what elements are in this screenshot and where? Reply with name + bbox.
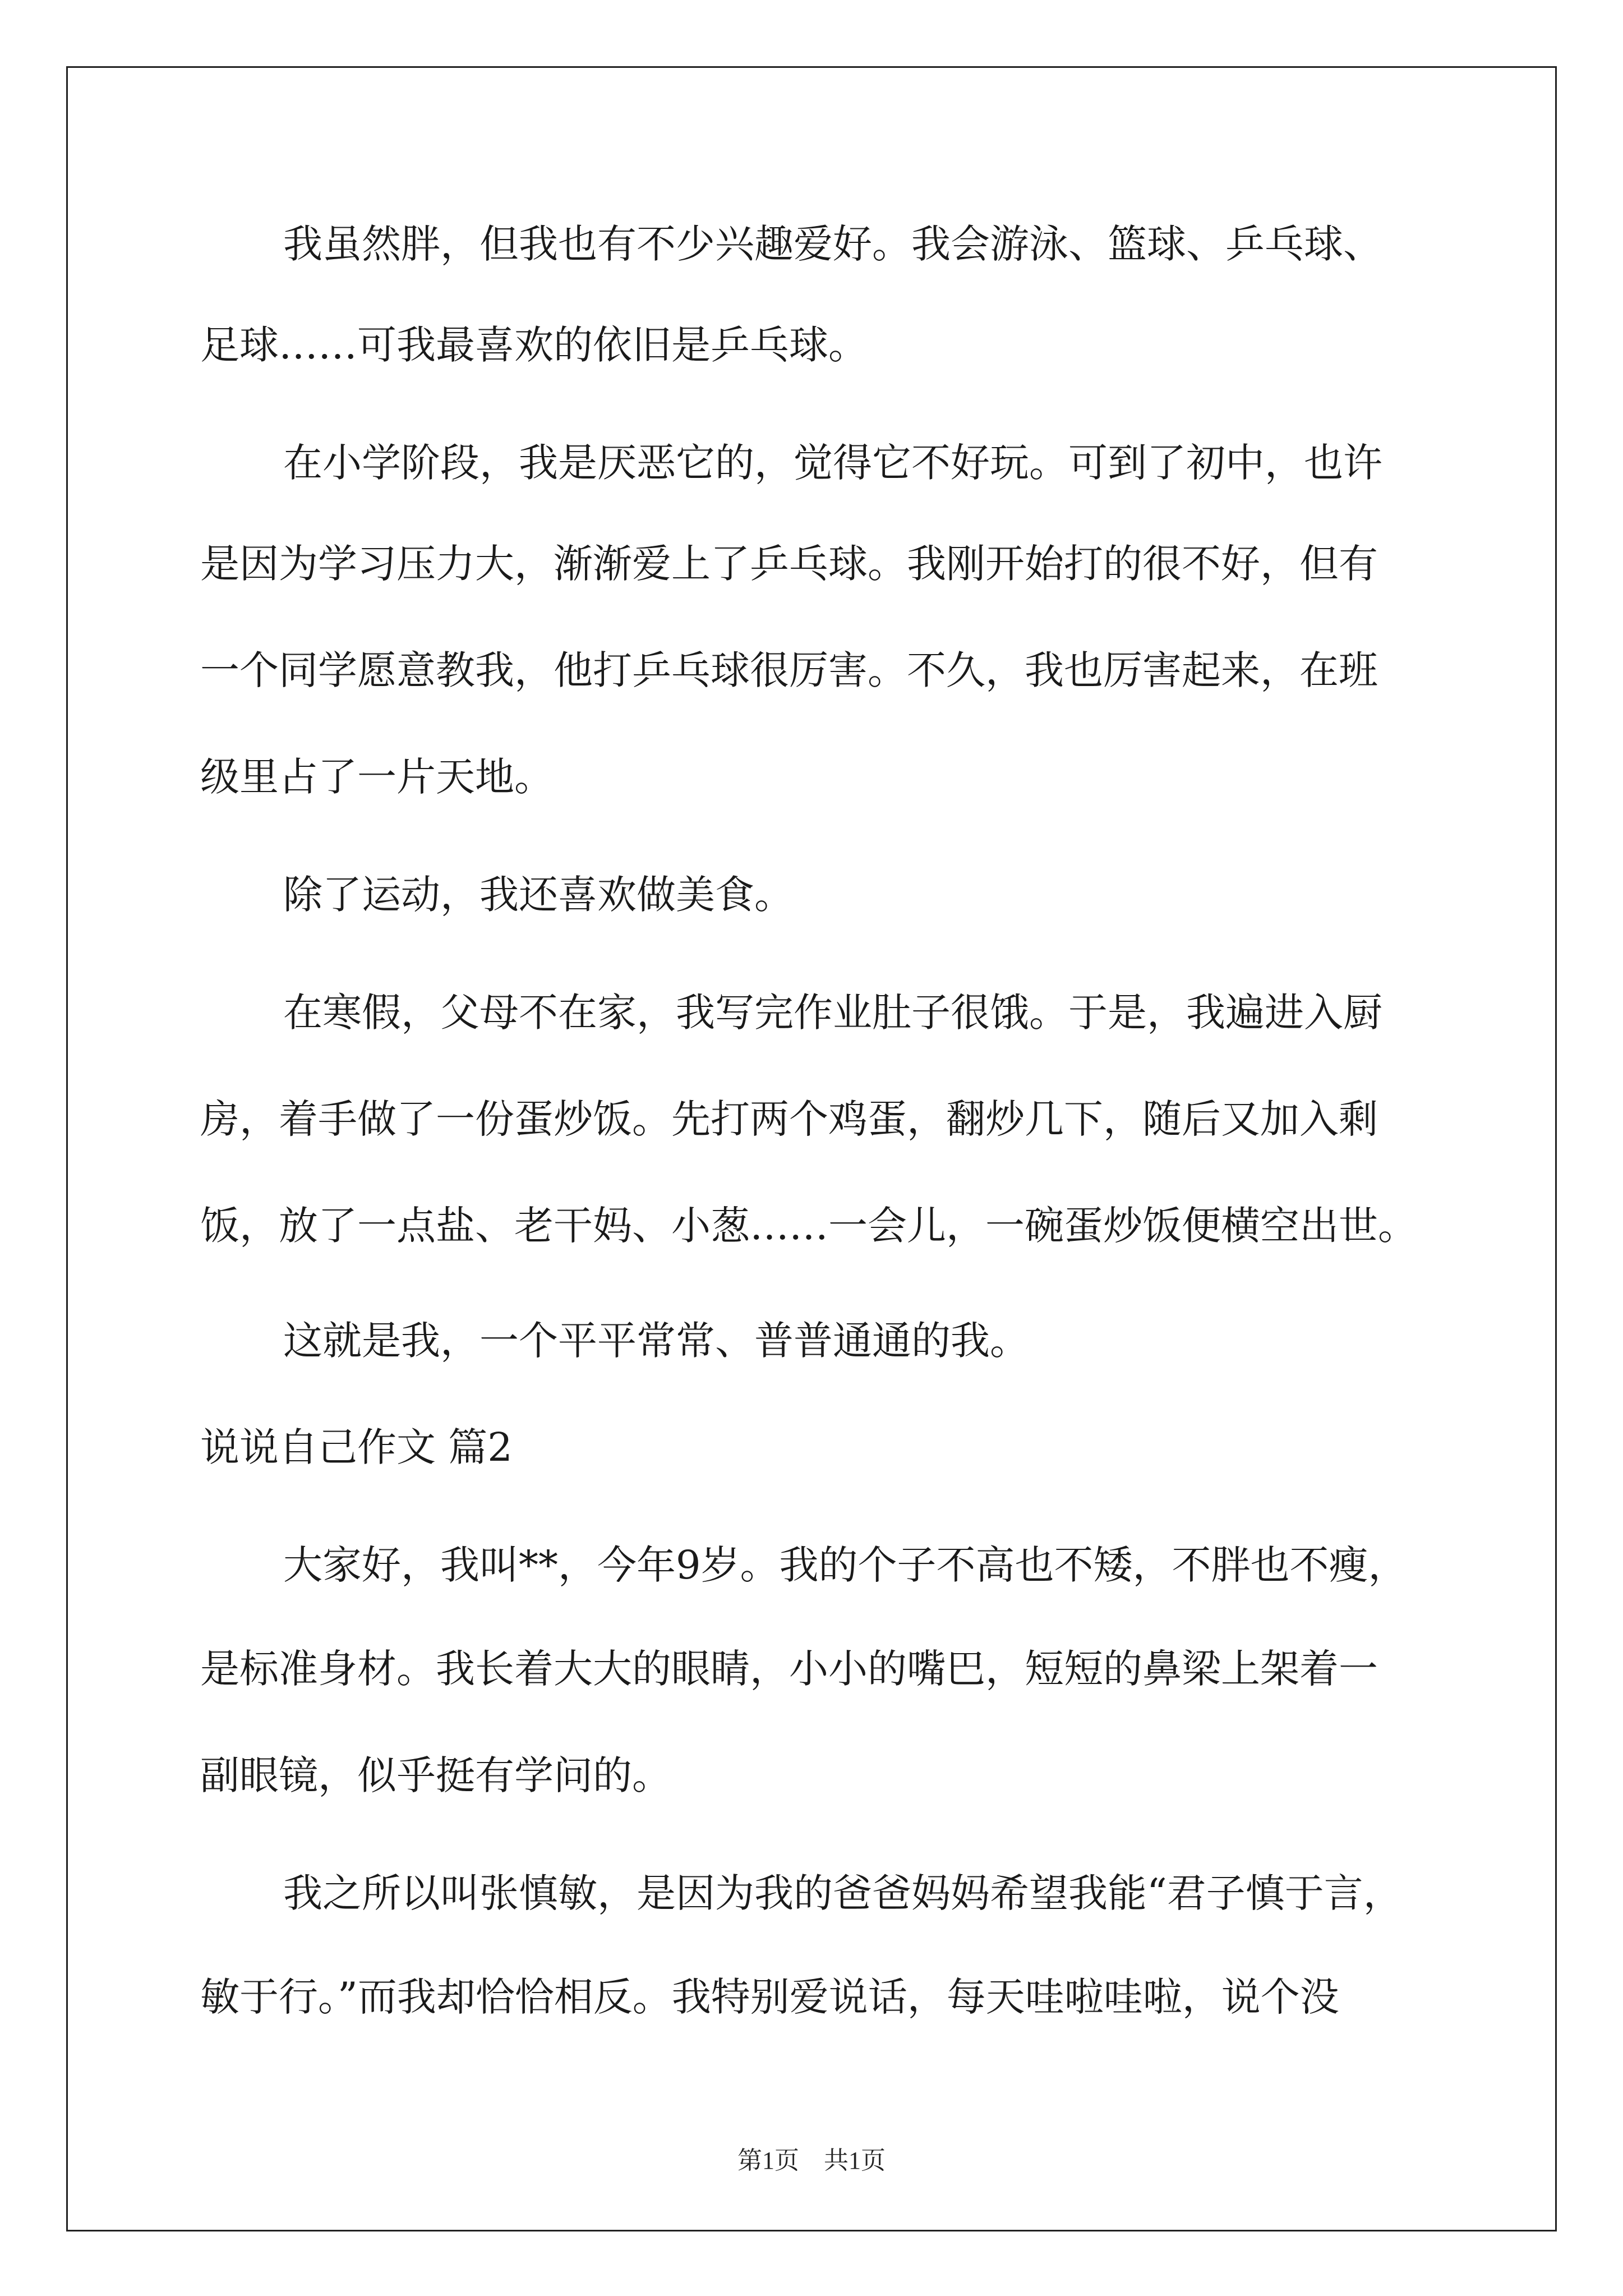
- paragraph-4-line-3: 饭，放了一点盐、老干妈、小葱……一会儿，一碗蛋炒饭便横空出世。: [200, 1203, 1417, 1249]
- paragraph-4-line-1: 在寒假，父母不在家，我写完作业肚子很饿。于是，我遍进入厨: [283, 990, 1382, 1036]
- paragraph-4-line-2: 房，着手做了一份蛋炒饭。先打两个鸡蛋，翻炒几下，随后又加入剩: [200, 1096, 1378, 1142]
- paragraph-2-line-4: 级里占了一片天地。: [200, 754, 554, 800]
- paragraph-6-line-3: 副眼镜，似乎挺有学问的。: [200, 1752, 671, 1798]
- paragraph-6-line-2: 是标准身材。我长着大大的眼睛，小小的嘴巴，短短的鼻梁上架着一: [200, 1646, 1378, 1692]
- paragraph-6-line-1: 大家好，我叫**，今年9岁。我的个子不高也不矮，不胖也不瘦，: [283, 1542, 1408, 1588]
- paragraph-1-line-1: 我虽然胖，但我也有不少兴趣爱好。我会游泳、篮球、乒乓球、: [283, 221, 1382, 267]
- paragraph-7-line-2: 敏于行。”而我却恰恰相反。我特别爱说话，每天哇啦哇啦，说个没: [200, 1974, 1339, 2020]
- paragraph-1-line-2: 足球……可我最喜欢的依旧是乒乓球。: [200, 322, 868, 368]
- paragraph-3-line-1: 除了运动，我还喜欢做美食。: [283, 872, 794, 918]
- paragraph-2-line-2: 是因为学习压力大，渐渐爱上了乒乓球。我刚开始打的很不好，但有: [200, 541, 1378, 587]
- page-number-footer: 第1页 共1页: [737, 2147, 886, 2174]
- paragraph-2-line-1: 在小学阶段，我是厌恶它的，觉得它不好玩。可到了初中，也许: [283, 440, 1382, 486]
- section-heading: 说说自己作文 篇2: [200, 1424, 513, 1470]
- paragraph-7-line-1: 我之所以叫张慎敏，是因为我的爸爸妈妈希望我能“君子慎于言，: [283, 1870, 1403, 1916]
- paragraph-2-line-3: 一个同学愿意教我，他打乒乓球很厉害。不久，我也厉害起来，在班: [200, 647, 1378, 693]
- paragraph-5-line-1: 这就是我，一个平平常常、普普通通的我。: [283, 1318, 1029, 1364]
